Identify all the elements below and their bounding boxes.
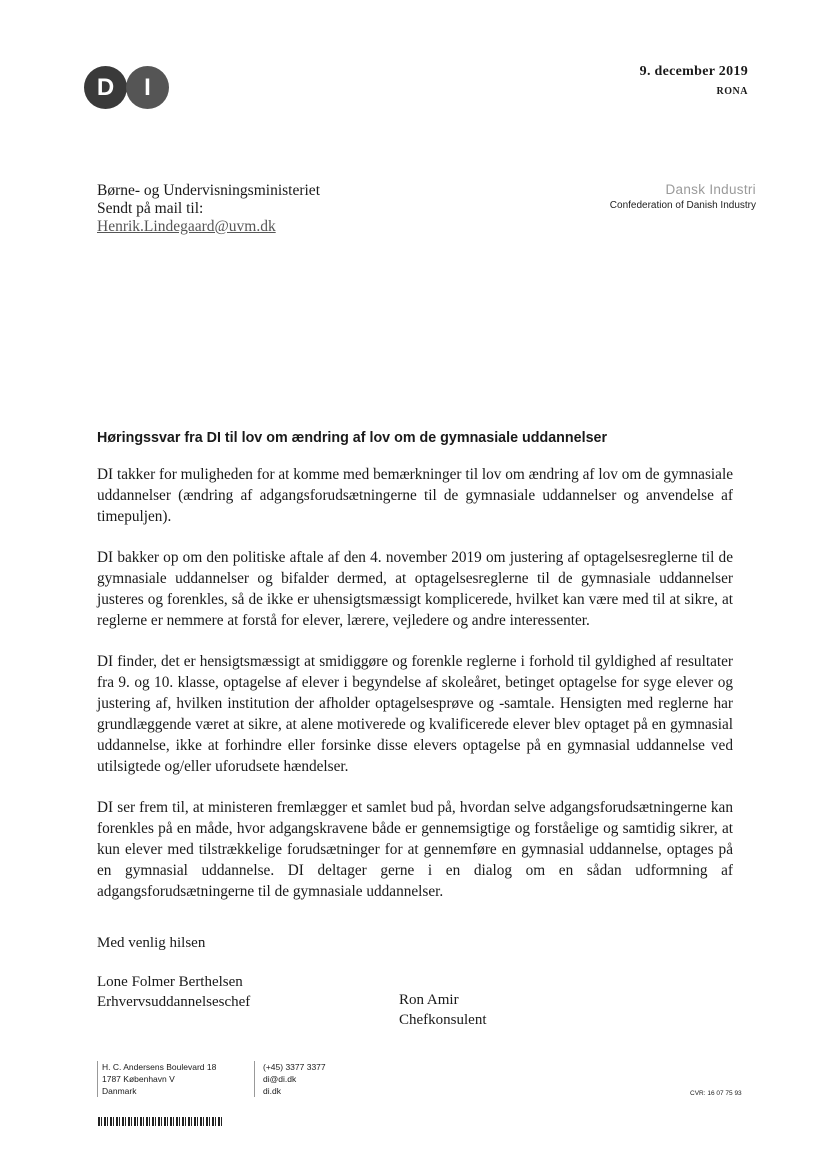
recipient-email-link[interactable]: Henrik.Lindegaard@uvm.dk bbox=[97, 218, 276, 235]
address-line: Danmark bbox=[102, 1086, 137, 1096]
logo-letter-d: D bbox=[84, 66, 127, 109]
recipient-block bbox=[97, 182, 320, 236]
signatory-1 bbox=[97, 972, 250, 1012]
logo-letter-i: I bbox=[126, 66, 169, 109]
signatory-name: Ron Amir bbox=[399, 992, 459, 1008]
body-paragraph: DI finder, det er hensigtsmæssigt at smidiggøre og forenkle reglerne i forhold til gyldighed af resultater fra 9. og 10. klasse, optagelse af elever i begyndelse af skoleåret, betinget optagelse for syge elever og justering af, hvilken institution der afholder optagelsesprøve og -samtale. Hensigten med reglerne har grundlæggende været at sikre, at alene motiverede og kvalificerede elever blev optaget på en gymnasial uddannelse, ikke at forhindre eller forsinke disse elevers optagelse på en gymnasial uddannelse ved utilsigtede og/eller uforudsete hændelser. bbox=[97, 653, 733, 775]
footer-phone: (+45) 3377 3377 bbox=[263, 1062, 326, 1072]
signatory-title: Erhvervsuddannelseschef bbox=[97, 994, 251, 1010]
organization-block bbox=[610, 182, 756, 211]
sent-via-label: Sendt på mail til: bbox=[97, 200, 204, 217]
footer-contact bbox=[254, 1061, 326, 1097]
address-line: H. C. Andersens Boulevard 18 bbox=[102, 1062, 217, 1072]
date-block bbox=[640, 64, 748, 97]
body-paragraph: DI ser frem til, at ministeren fremlægger et samlet bud på, hvordan selve adgangsforudsætningerne kan forenkles på en måde, hvor adgangskravene både er gennemsigtige og forståelige og samtidig sikrer, at kun elever med tilstrækkelige forudsætninger for at gennemføre en gymnasial uddannelse, optages på en gymnasial uddannelse. DI deltager gerne i en dialog om en sådan udformning af adgangsforudsætningerne til de gymnasiale uddannelser. bbox=[97, 799, 733, 900]
body-paragraph: DI takker for muligheden for at komme med bemærkninger til lov om ændring af lov om de gymnasiale uddannelser (ændring af adgangsforudsætningerne til de gymnasiale uddannelser og anvendelse af timepuljen). bbox=[97, 466, 733, 525]
letter-subject: Høringssvar fra DI til lov om ændring af lov om de gymnasiale uddannelser bbox=[97, 430, 608, 446]
document-barcode bbox=[98, 1117, 224, 1126]
author-initials: RONA bbox=[716, 86, 748, 97]
footer-website-link[interactable]: di.dk bbox=[263, 1086, 281, 1096]
footer-address bbox=[97, 1061, 216, 1097]
signatory-name: Lone Folmer Berthelsen bbox=[97, 974, 243, 990]
body-paragraph: DI bakker op om den politiske aftale af den 4. november 2019 om justering af optagelsesreglerne til de gymnasiale uddannelser og bifalder dermed, at optagelsesreglerne til de gymnasiale uddannelser justeres og forenkles, så de ikke er uhensigtsmæssigt komplicerede, hvilket kan være med til at sikre, at reglerne er nemmere at forstå for elever, lærere, vejledere og andre interessenter. bbox=[97, 549, 733, 629]
signatory-title: Chefkonsulent bbox=[399, 1012, 487, 1028]
recipient-name: Børne- og Undervisningsministeriet bbox=[97, 182, 320, 199]
signatory-2 bbox=[399, 990, 487, 1030]
letter-date: 9. december 2019 bbox=[639, 64, 748, 79]
address-line: 1787 København V bbox=[102, 1074, 175, 1084]
closing-greeting: Med venlig hilsen bbox=[97, 935, 206, 951]
organization-subtitle: Confederation of Danish Industry bbox=[609, 200, 756, 211]
di-logo bbox=[84, 66, 172, 110]
footer-email-link[interactable]: di@di.dk bbox=[263, 1074, 297, 1084]
organization-name: Dansk Industri bbox=[665, 182, 756, 197]
footer-cvr: CVR: 16 07 75 93 bbox=[690, 1090, 742, 1097]
letter-body bbox=[97, 464, 733, 922]
